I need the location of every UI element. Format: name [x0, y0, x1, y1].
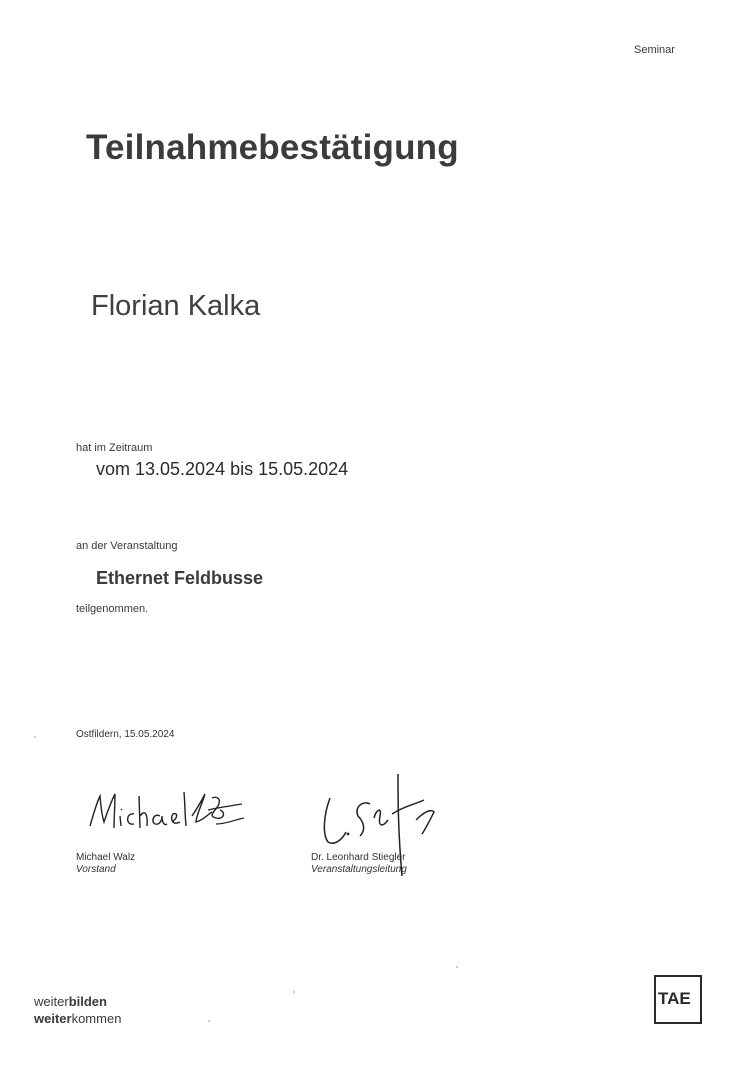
slogan-2-bold: weiter: [34, 1011, 72, 1026]
scan-speck: [34, 736, 36, 738]
scan-speck: [456, 966, 458, 968]
signer-2-name: Dr. Leonhard Stiegler: [311, 852, 406, 863]
signer-2-role: Veranstaltungsleitung: [311, 864, 407, 875]
period-dates: vom 13.05.2024 bis 15.05.2024: [96, 459, 349, 479]
document-title: Teilnahmebestätigung: [86, 128, 459, 167]
participant-name: Florian Kalka: [91, 290, 261, 322]
document-category: Seminar: [634, 44, 675, 56]
signer-1-role: Vorstand: [76, 864, 116, 875]
slogan-2-rest: kommen: [71, 1011, 122, 1026]
signer-1-name: Michael Walz: [76, 852, 136, 863]
scan-speck: [208, 1020, 210, 1022]
tae-logo: [654, 975, 702, 1024]
place-date: Ostfildern, 15.05.2024: [76, 729, 175, 740]
signature-michael-walz: [84, 782, 254, 834]
scan-speck: [293, 991, 295, 993]
slogan-1-bold: bilden: [68, 994, 107, 1009]
event-name: Ethernet Feldbusse: [96, 568, 264, 588]
event-label: an der Veranstaltung: [76, 540, 178, 552]
period-label: hat im Zeitraum: [76, 442, 153, 454]
slogan-line-2: [34, 1011, 121, 1026]
slogan-line-1: [34, 994, 107, 1009]
logo-text: TAE: [658, 989, 691, 1008]
slogan-1-prefix: weiter: [34, 994, 69, 1009]
participated-text: teilgenommen.: [76, 603, 149, 615]
